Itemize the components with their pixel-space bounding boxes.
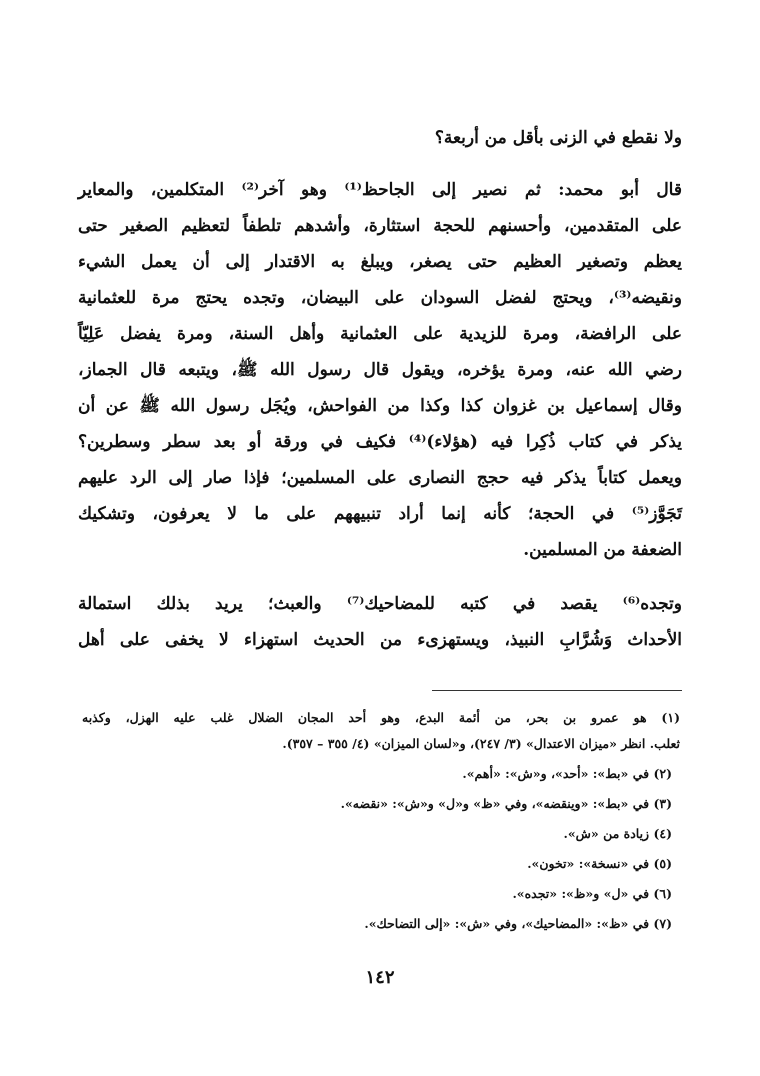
footnote-line: (٤) زيادة من «ش». [563,826,672,841]
footnote-separator [432,690,682,691]
text-line: وتجده⁽⁶⁾ يقصد في كتبه للمضاحيك⁽⁷⁾ والعبث؛ يريد بذلك استمالة [78,594,682,614]
text-line: الأحداث وَشُرَّابِ النبيذ، ويستهزىء من الحديث استهزاء لا يخفى على أهل [78,630,682,650]
text-line: على المتقدمين، وأحسنهم للحجة استثارة، وأشدهم تلطفاً لتعظيم الصغير حتى [78,216,683,236]
text-line: على الرافضة، ومرة للزيدية على العثمانية وأهل السنة، ومرة يفضل عَلِيّاً [78,324,682,344]
footnote-line: ثعلب. انظر «ميزان الاعتدال» (٣/ ٢٤٧)، و«لسان الميزان» (٤/ ٣٥٥ – ٣٥٧). [282,736,680,751]
text-line: تَجَوَّز⁽⁵⁾ في الحجة؛ كأنه إنما أراد تنبيههم على ما لا يعرفون، وتشكيك [78,504,682,524]
text-line: يعظم وتصغير العظيم حتى يصغر، ويبلغ به الاقتدار إلى أن يعمل الشيء [78,252,682,272]
text-line: وقال إسماعيل بن غزوان كذا وكذا من الفواحش، ويُجَل رسول الله ﷺ عن أن [78,396,682,416]
footnote-line: (١) هو عمرو بن بحر، من أئمة البدع، وهو أحد المجان الضلال غلب عليه الهزل، وكذبه [82,710,680,725]
footnote-line: (٣) في «بط»: «وينقضه»، وفي «ظ» و«ل» و«ش»: «نقضه». [340,796,672,811]
footnote-line: (٢) في «بط»: «أحد»، و«ش»: «أهم». [462,766,672,781]
text-line: قال أبو محمد: ثم نصير إلى الجاحظ⁽¹⁾ وهو آخر⁽²⁾ المتكلمين، والمعاير [78,180,682,200]
text-line: يذكر في كتاب ذُكِرا فيه (هؤلاء)⁽⁴⁾ فكيف في ورقة أو بعد سطر وسطرين؟ [78,432,682,452]
footnote-line: (٥) في «نسخة»: «تخون». [527,856,672,871]
text-line: ونقيضه⁽³⁾، ويحتج لفضل السودان على البيضان، وتجده يحتج مرة للعثمانية [78,288,682,308]
page-number: ١٤٢ [365,967,395,988]
text-line: ولا نقطع في الزنى بأقل من أربعة؟ [434,128,682,148]
footnote-line: (٦) في «ل» و«ظ»: «تجده». [512,886,672,901]
text-line: ويعمل كتاباً يذكر فيه حجج النصارى على المسلمين؛ فإذا صار إلى الرد عليهم [78,468,682,488]
text-line: الضعفة من المسلمين. [523,540,682,560]
footnote-line: (٧) في «ظ»: «المضاحيك»، وفي «ش»: «إلى التضاحك». [364,916,672,931]
text-line: رضي الله عنه، ومرة يؤخره، ويقول قال رسول الله ﷺ، ويتبعه قال الجماز، [78,360,682,380]
